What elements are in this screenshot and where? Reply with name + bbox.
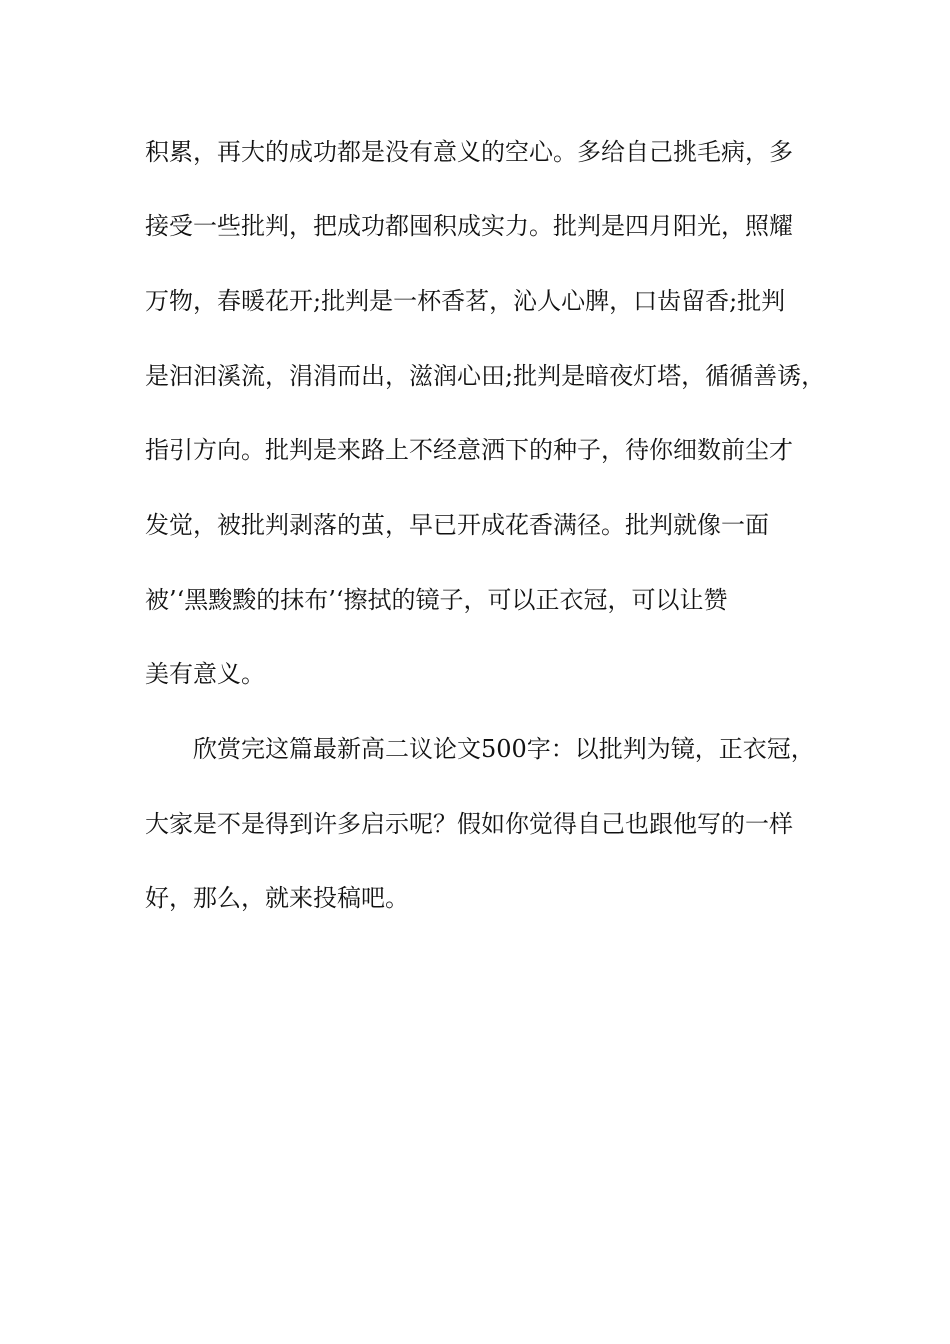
text-line: 被’‘黑黢黢的抹布’‘擦拭的镜子，可以正衣冠，可以让赞 [145,586,728,614]
text-line: 大家是不是得到许多启示呢？假如你觉得自己也跟他写的一样 [145,810,793,838]
text-line: 积累，再大的成功都是没有意义的空心。多给自己挑毛病，多 [145,138,793,166]
text-line: 接受一些批判，把成功都囤积成实力。批判是四月阳光，照耀 [145,212,793,240]
text-line: 万物，春暖花开;批判是一杯香茗，沁人心脾，口齿留香;批判 [145,287,786,315]
text-line: 好，那么，就来投稿吧。 [145,884,409,912]
text-line: 指引方向。批判是来路上不经意洒下的种子，待你细数前尘才 [145,436,793,464]
text-line: 发觉，被批判剥落的茧，早已开成花香满径。批判就像一面 [145,511,769,539]
text-line: 美有意义。 [145,660,265,688]
text-line: 欣赏完这篇最新高二议论文500字：以批判为镜，正衣冠， [193,735,815,763]
text-line: 是汩汩溪流，涓涓而出，滋润心田;批判是暗夜灯塔，循循善诱， [145,362,826,390]
